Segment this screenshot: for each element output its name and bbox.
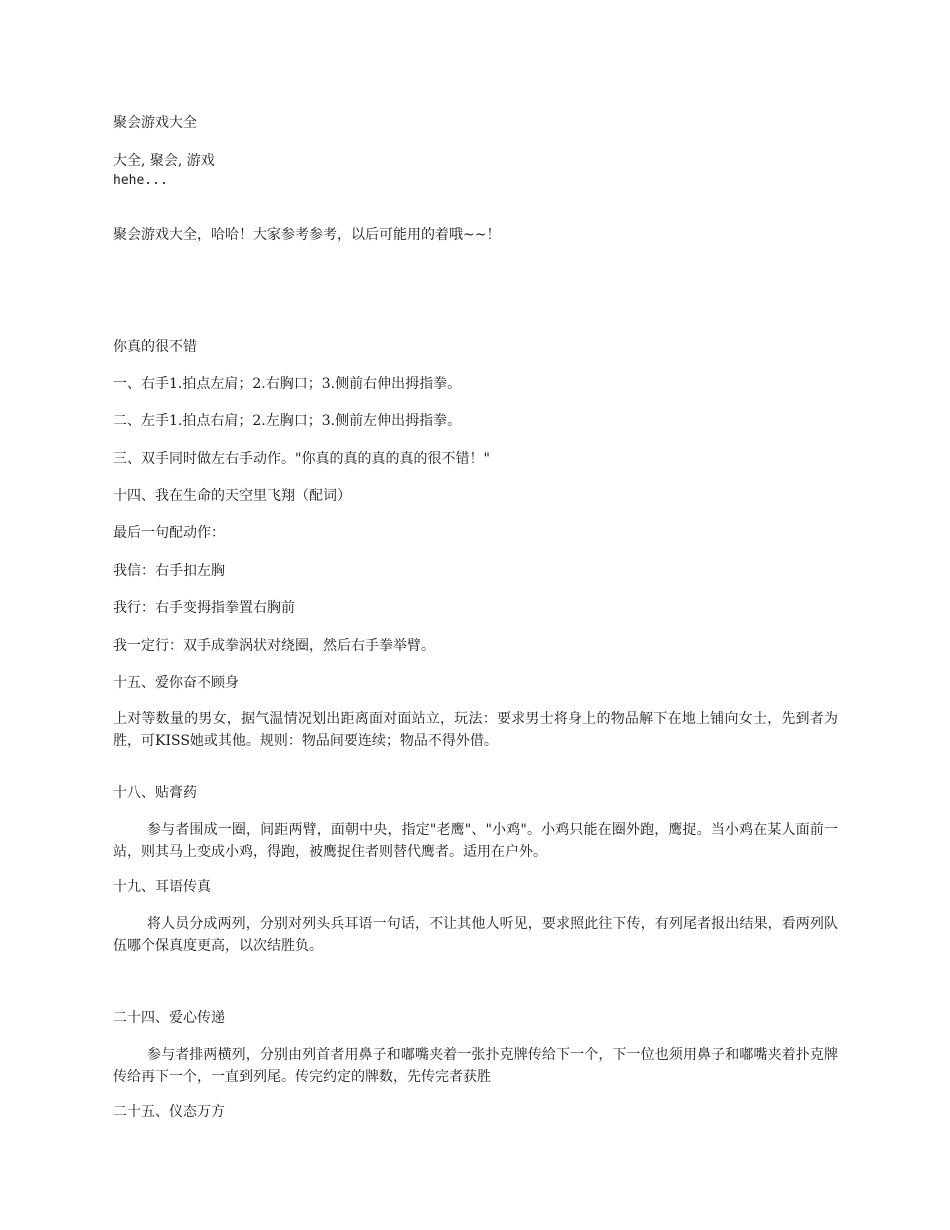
section-heading-19: 十九、耳语传真 <box>113 879 211 895</box>
section-14-line-2: 我信：右手扣左胸 <box>113 563 225 579</box>
section-heading-25: 二十五、仪态万方 <box>113 1104 225 1120</box>
section-nice-step-3: 三、双手同时做左右手动作。"你真的真的真的真的很不错！" <box>113 451 490 467</box>
section-heading-nice: 你真的很不错 <box>113 339 197 355</box>
document-title: 聚会游戏大全 <box>113 115 197 131</box>
section-nice-step-1: 一、右手1.拍点左肩；2.右胸口；3.侧前右伸出拇指拳。 <box>113 376 462 392</box>
document-tags: 大全, 聚会, 游戏 <box>113 153 215 169</box>
section-14-line-3: 我行：右手变拇指拳置右胸前 <box>113 600 295 616</box>
section-heading-15: 十五、爱你奋不顾身 <box>113 675 239 691</box>
section-24-body: 参与者排两横列，分别由列首者用鼻子和嘟嘴夹着一张扑克牌传给下一个，下一位也须用鼻子和嘟嘴夹着扑克牌传给再下一个，一直到列尾。传完约定的牌数，先传完者获胜 <box>113 1047 838 1085</box>
intro-text: 聚会游戏大全，哈哈！大家参考参考，以后可能用的着哦~~！ <box>113 227 501 243</box>
section-heading-24: 二十四、爱心传递 <box>113 1010 225 1026</box>
document-subtitle: hehe... <box>113 173 168 188</box>
section-nice-step-2: 二、左手1.拍点右肩；2.左胸口；3.侧前左伸出拇指拳。 <box>113 413 462 429</box>
section-15-body: 上对等数量的男女，据气温情况划出距离面对面站立，玩法：要求男士将身上的物品解下在地上铺向女士，先到者为胜，可KISS她或其他。规则：物品间要连续；物品不得外借。 <box>113 711 838 749</box>
section-19-body: 将人员分成两列，分别对列头兵耳语一句话，不让其他人听见，要求照此往下传，有列尾者报出结果，看两列队伍哪个保真度更高，以次结胜负。 <box>113 916 838 954</box>
section-14-line-4: 我一定行：双手成拳涡状对绕圈，然后右手拳举臂。 <box>113 638 435 654</box>
section-heading-14: 十四、我在生命的天空里飞翔（配词） <box>113 488 351 504</box>
section-heading-18: 十八、贴膏药 <box>113 785 197 801</box>
section-18-body: 参与者围成一圈，间距两臂，面朝中央，指定"老鹰"、"小鸡"。小鸡只能在圈外跑，鹰捉。当小鸡在某人面前一站，则其马上变成小鸡，得跑，被鹰捉住者则替代鹰者。适用在户外。 <box>113 822 838 860</box>
section-14-line-1: 最后一句配动作： <box>113 525 225 541</box>
